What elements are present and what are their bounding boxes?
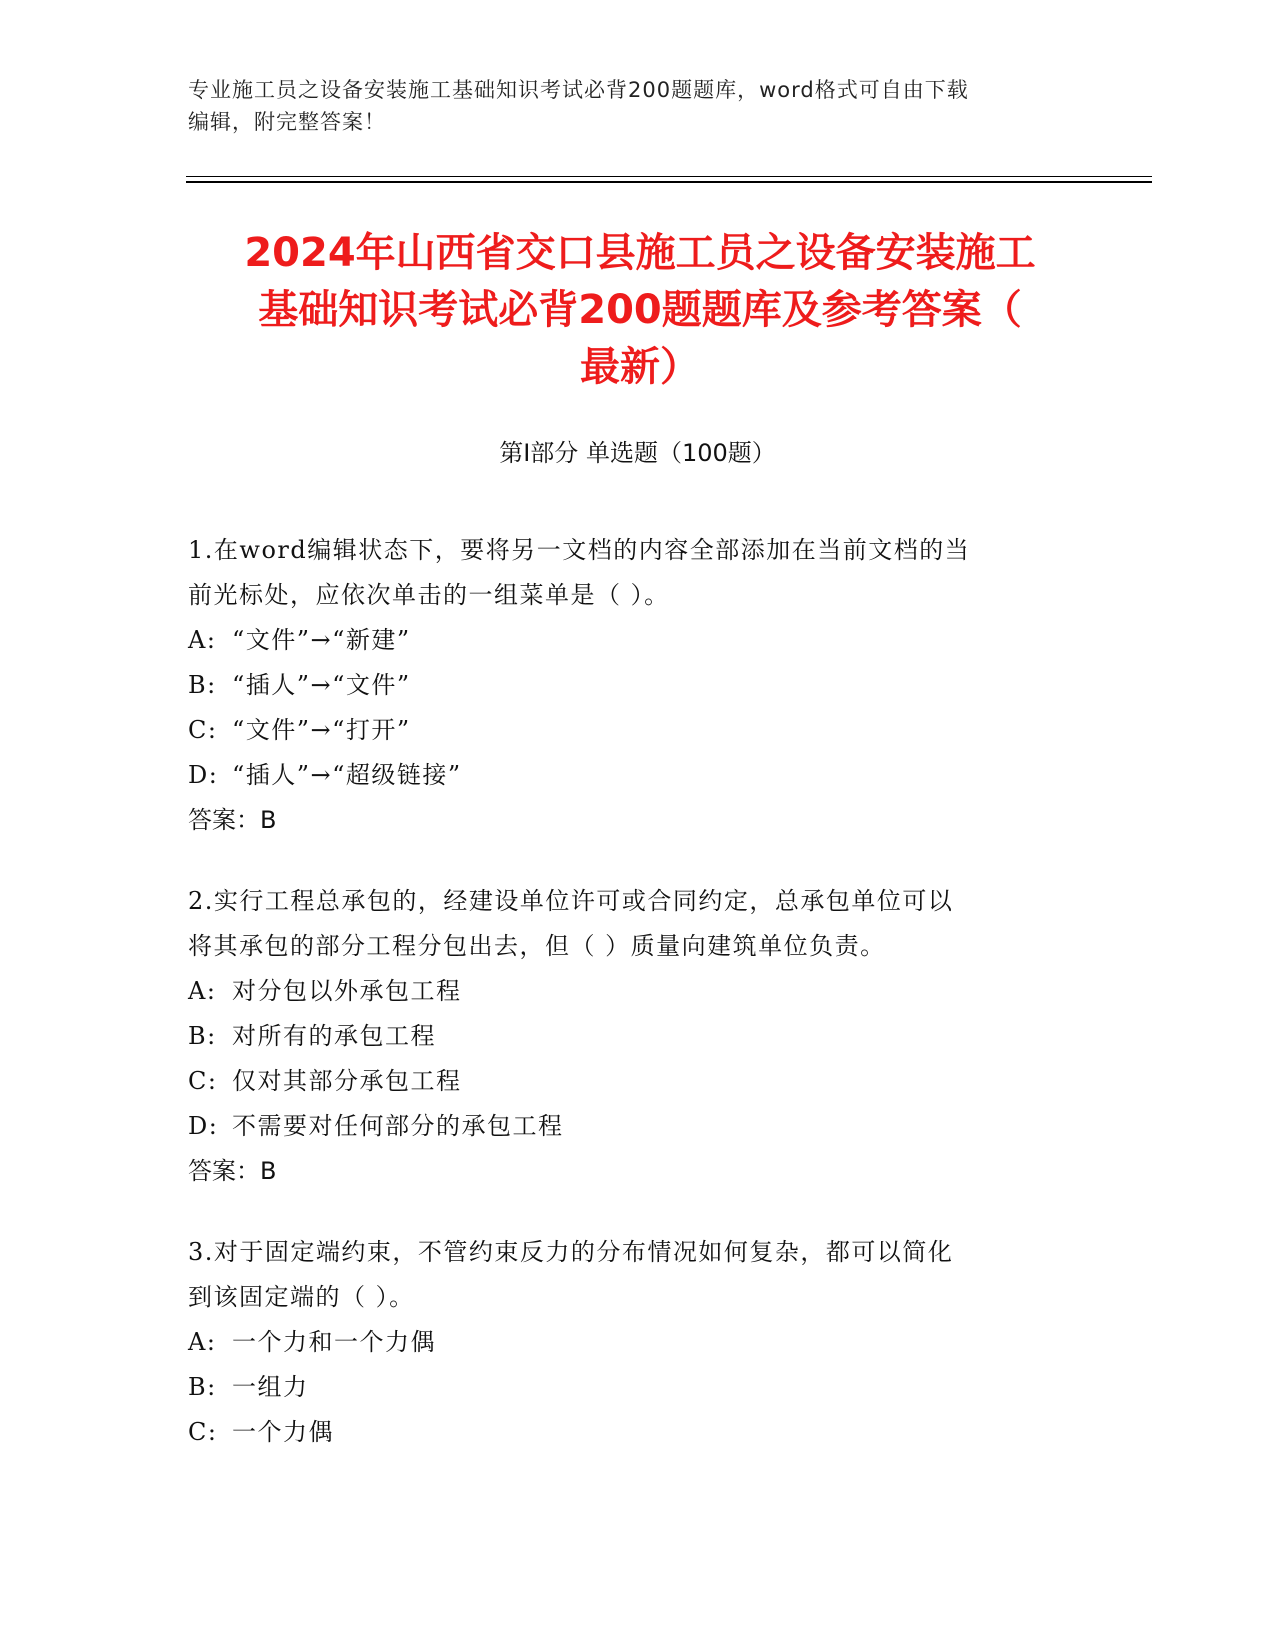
header-divider-thin	[186, 176, 1152, 177]
option-text: 一组力	[232, 1373, 309, 1401]
option-a	[188, 618, 1088, 663]
title-line-3: 最新）	[580, 344, 700, 390]
option-c	[188, 1410, 1088, 1455]
option-b	[188, 1014, 1088, 1059]
option-c	[188, 1059, 1088, 1104]
option-c	[188, 708, 1088, 753]
option-d	[188, 1104, 1088, 1149]
option-a	[188, 969, 1088, 1014]
question-stem-line: 将其承包的部分工程分包出去，但（ ）质量向建筑单位负责。	[188, 932, 886, 960]
option-text: “插人”→“文件”	[232, 671, 411, 699]
title-line-1: 2024年山西省交口县施工员之设备安装施工	[244, 230, 1036, 276]
question-stem-line: 2.实行工程总承包的，经建设单位许可或合同约定，总承包单位可以	[188, 887, 954, 915]
option-label: D:	[188, 1112, 219, 1140]
option-label: B:	[188, 671, 217, 699]
option-text: 一个力和一个力偶	[232, 1328, 436, 1356]
question-list	[188, 528, 1088, 1491]
question-stem-line: 1.在word编辑状态下，要将另一文档的内容全部添加在当前文档的当	[188, 536, 971, 564]
document-title	[150, 225, 1130, 396]
option-text: 不需要对任何部分的承包工程	[232, 1112, 564, 1140]
question-stem-line: 到该固定端的（ ）。	[188, 1283, 415, 1311]
option-text: 一个力偶	[232, 1418, 334, 1446]
document-header	[188, 74, 1088, 138]
option-label: A:	[188, 1328, 217, 1356]
header-divider-thick	[186, 181, 1152, 183]
option-label: B:	[188, 1022, 217, 1050]
answer-line: 答案：B	[188, 1157, 277, 1185]
question-stem-line: 前光标处，应依次单击的一组菜单是（ ）。	[188, 581, 670, 609]
option-label: C:	[188, 716, 218, 744]
question-3	[188, 1230, 1088, 1455]
option-label: B:	[188, 1373, 217, 1401]
option-text: “文件”→“新建”	[232, 626, 411, 654]
option-a	[188, 1320, 1088, 1365]
option-text: 仅对其部分承包工程	[232, 1067, 462, 1095]
option-b	[188, 663, 1088, 708]
option-label: D:	[188, 761, 219, 789]
option-text: 对所有的承包工程	[232, 1022, 436, 1050]
option-label: C:	[188, 1418, 218, 1446]
question-1	[188, 528, 1088, 843]
option-d	[188, 753, 1088, 798]
option-text: 对分包以外承包工程	[232, 977, 462, 1005]
header-line-1: 专业施工员之设备安装施工基础知识考试必背200题题库，word格式可自由下载	[188, 78, 969, 102]
option-label: C:	[188, 1067, 218, 1095]
question-2	[188, 879, 1088, 1194]
question-stem-line: 3.对于固定端约束，不管约束反力的分布情况如何复杂，都可以简化	[188, 1238, 954, 1266]
option-label: A:	[188, 626, 217, 654]
title-line-2: 基础知识考试必背200题题库及参考答案（	[258, 287, 1022, 333]
option-text: “文件”→“打开”	[232, 716, 411, 744]
answer-line: 答案：B	[188, 806, 277, 834]
section-title: 第Ⅰ部分 单选题（100题）	[499, 439, 776, 467]
option-label: A:	[188, 977, 217, 1005]
header-line-2: 编辑，附完整答案！	[188, 110, 386, 134]
option-b	[188, 1365, 1088, 1410]
option-text: “插人”→“超级链接”	[232, 761, 462, 789]
